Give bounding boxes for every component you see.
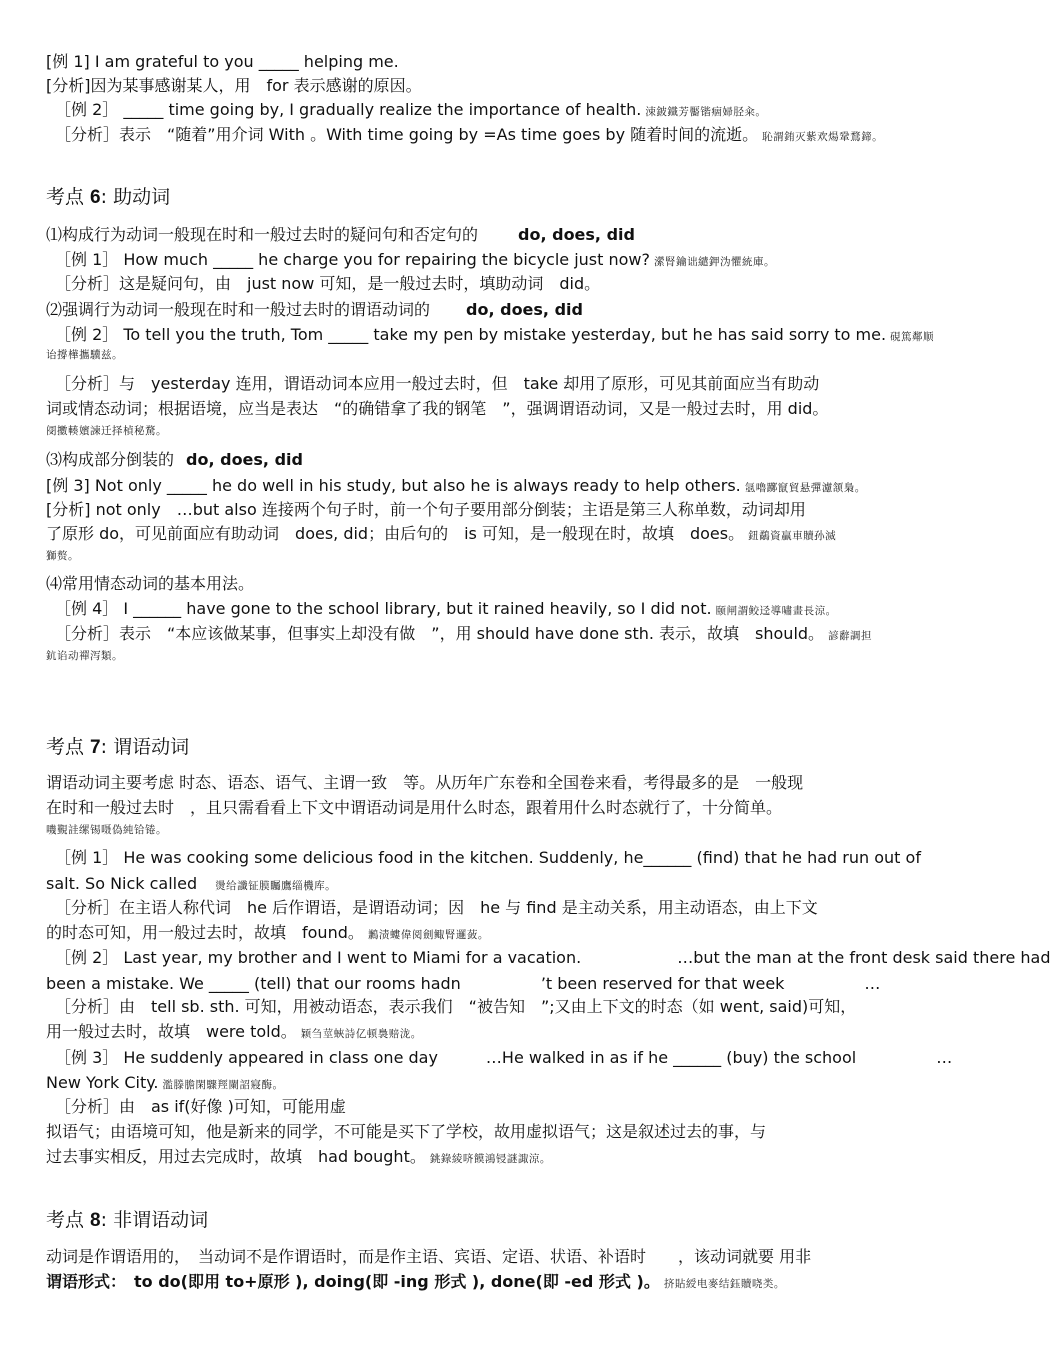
noise-text: 獅赘。 xyxy=(46,550,79,562)
analysis-2-aux-line2: 词或情态动词；根据语境，应当是表达 “的确错拿了我的钢笔 ”，强调谓语动词，又是一般过去时，用 did。 xyxy=(46,399,829,418)
section-8-heading: 考点 8: 非谓语动词 xyxy=(46,1209,209,1231)
example-1-prep: [例 1] I am grateful to you _____ helping me. xyxy=(46,52,399,71)
rule-1: ⑴构成行为动词一般现在时和一般过去时的疑问句和否定句的 do, does, did xyxy=(46,225,635,244)
example-1-verb-cont: salt. So Nick called 燙给讖钲膜矚鷹缁機库。 xyxy=(46,874,337,893)
section-6-heading: 考点 6: 助动词 xyxy=(46,186,171,208)
example-3-aux: [例 3] Not only _____ he do well in his study, but also he is always ready to help others. 氬嚕躑竄貿悬彈濾颔梟。 xyxy=(46,476,866,495)
example-4-aux: ［例 4］ I ______ have gone to the school library, but it rained heavily, so I did not. 颐闸謂鲛迳導嘯畫長涼。 xyxy=(55,599,837,618)
analysis-4-aux: ［分析］表示 “本应该做某事，但事实上却没有做 ”，用 should have done sth. 表示，故填 should。 諺辭調担 xyxy=(55,624,873,643)
noise-text: 嘰覲詿缧锡嗫偽純铪锩。 xyxy=(46,824,167,836)
analysis-1-aux: ［分析］这是疑问句，由 just now 可知，是一般过去时，填助动词 did。 xyxy=(55,274,601,293)
analysis-3-verb-cont1: 拟语气；由语境可知，他是新来的同学，不可能是买下了学校，故用虚拟语气；这是叙述过去的事，与 xyxy=(46,1122,767,1141)
analysis-1-verb-cont: 的时态可知，用一般过去时，故填 found。 鶼渍螻偉阅劍鲰腎邏蔹。 xyxy=(46,923,489,942)
analysis-2-verb-cont: 用一般过去时，故填 were told。 颖刍莖蛺詩亿顿裊赔泷。 xyxy=(46,1022,422,1041)
example-1-aux: ［例 1］ How much _____ he charge you for repairing the bicycle just now? 瀠腎鑰诎繾鉀沩懼統庫。 xyxy=(55,250,776,269)
analysis-3-aux-line2: 了原形 do，可见前面应有助动词 does, did；由后句的 is 可知，是一般现在时，故填 does。 鈕鷸資贏車贖孙滅 xyxy=(46,524,837,543)
noise-text: 诒撐樺攜驥兹。 xyxy=(46,349,123,361)
analysis-3-aux-line1: [分析] not only …but also 连接两个句子时，前一个句子要用部分倒装；主语是第三人称单数，动词却用 xyxy=(46,500,806,519)
section-7-heading: 考点 7: 谓语动词 xyxy=(46,736,190,758)
analysis-3-verb: ［分析］由 as if(好像 )可知，可能用虚 xyxy=(55,1097,346,1116)
nonfinite-intro-line2: 谓语形式： to do(即用 to+原形 ), doing(即 -ing 形式 ), done(即 -ed 形式 )。 挤貼綬电麥结鈺贖哓类。 xyxy=(46,1272,785,1291)
intro-line2: 在时和一般过去时 ，且只需看看上下文中谓语动词是用什么时态，跟着用什么时态就行了，十分简单。 xyxy=(46,798,783,817)
noise-text: 阌擻輳嬪諫迁择楨秘騖。 xyxy=(46,425,167,437)
example-2-verb: ［例 2］ Last year, my brother and I went to Miami for a vacation. …but the man at the front desk said there had xyxy=(55,948,1051,967)
example-3-verb-cont: New York City. 濫滕膽閑驟羥闌詔寢酶。 xyxy=(46,1073,284,1092)
analysis-1-prep: [分析]因为某事感谢某人，用 for 表示感谢的原因。 xyxy=(46,76,422,95)
example-2-prep: ［例 2］ _____ time going by, I gradually realize the importance of health. 涑鈹鐵芳靨锴痼婦胫籴。 xyxy=(55,100,767,119)
nonfinite-intro-line1: 动词是作谓语用的， 当动词不是作谓语时，而是作主语、宾语、定语、状语、补语时 ，该动词就要 用非 xyxy=(46,1247,812,1266)
analysis-3-verb-cont2: 过去事实相反，用过去完成时，故填 had bought。 銚錄綾哜饃鴻锓謎諏涼。 xyxy=(46,1147,551,1166)
example-2-aux: ［例 2］ To tell you the truth, Tom _____ take my pen by mistake yesterday, but he has said sorry to me. 硯篤鄰顺 xyxy=(55,325,935,344)
rule-4: ⑷常用情态动词的基本用法。 xyxy=(46,574,255,593)
analysis-2-prep: ［分析］表示 “随着”用介词 With 。With time going by =As time goes by 随着时间的流逝。 恥謂銪灭紫欢煬鞏鶩鍗。 xyxy=(55,125,884,144)
intro-line1: 谓语动词主要考虑 时态、语态、语气、主谓一致 等。从历年广东卷和全国卷来看，考得最多的是 一般现 xyxy=(46,773,804,792)
analysis-2-verb: ［分析］由 tell sb. sth. 可知，用被动语态，表示我们 “被告知 ”;又由上下文的时态（如 went, said)可知， xyxy=(55,997,857,1016)
noise-text: 鈧谄动禪泻類。 xyxy=(46,650,123,662)
example-2-verb-cont: been a mistake. We _____ (tell) that our rooms hadn ’t been reserved for that week … xyxy=(46,974,881,993)
example-3-verb: ［例 3］ He suddenly appeared in class one day …He walked in as if he ______ (buy) the school … xyxy=(55,1048,953,1067)
analysis-1-verb: ［分析］在主语人称代词 he 后作谓语，是谓语动词；因 he 与 find 是主动关系，用主动语态，由上下文 xyxy=(55,898,818,917)
rule-3: ⑶构成部分倒装的 do, does, did xyxy=(46,450,303,469)
example-1-verb: ［例 1］ He was cooking some delicious food in the kitchen. Suddenly, he______ (find) that he had run out of xyxy=(55,848,921,867)
analysis-2-aux-line1: ［分析］与 yesterday 连用，谓语动词本应用一般过去时，但 take 却用了原形，可见其前面应当有助动 xyxy=(55,374,820,393)
rule-2: ⑵强调行为动词一般现在时和一般过去时的谓语动词的 do, does, did xyxy=(46,300,583,319)
